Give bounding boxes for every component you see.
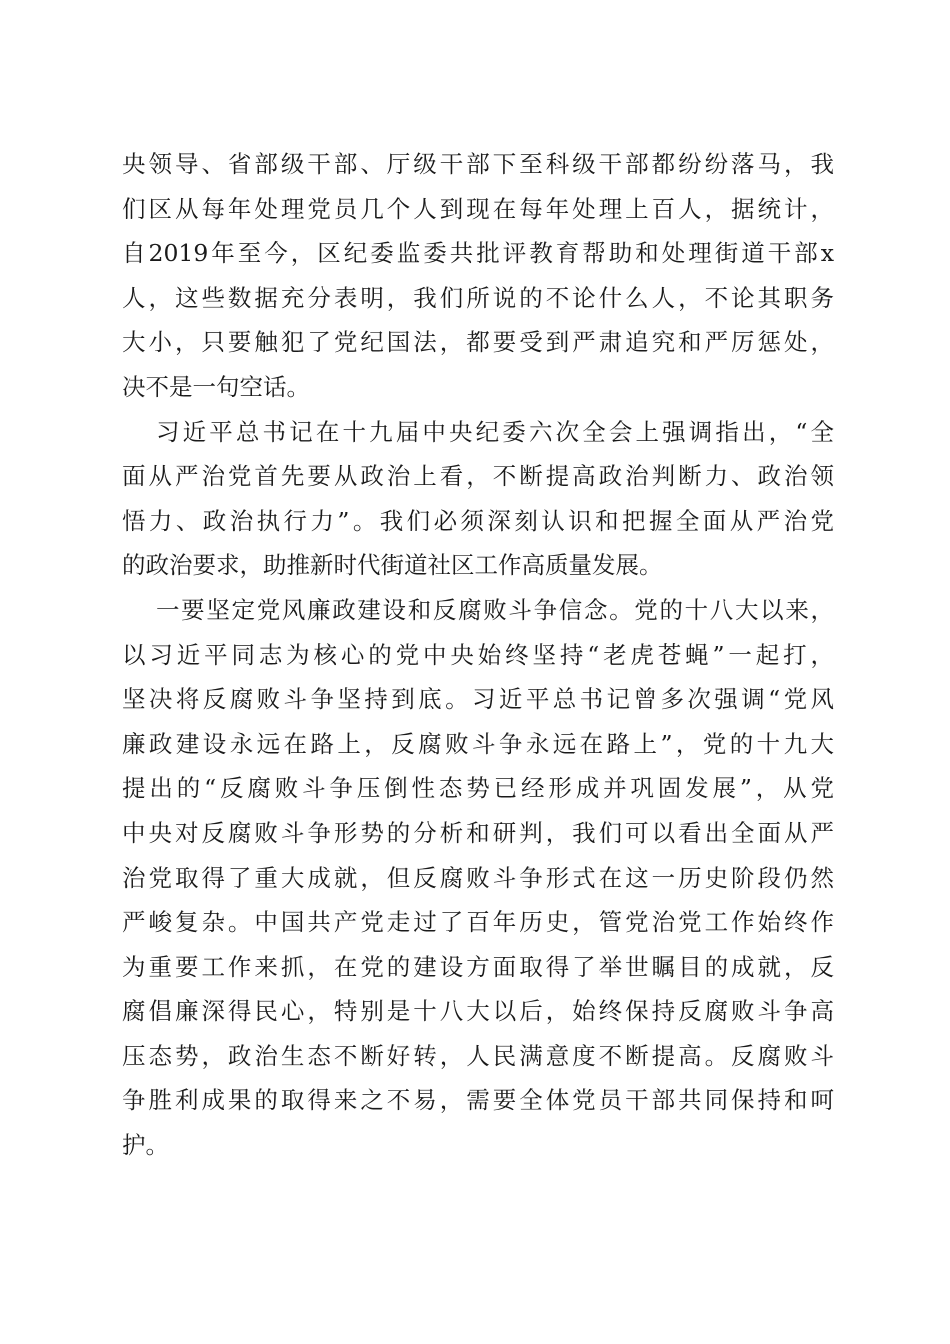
text-line: 压态势，政治生态不断好转，人民满意度不断提高。反腐败斗 [122, 1041, 834, 1070]
text-line: 自2019年至今，区纪委监委共批评教育帮助和处理街道干部x [122, 239, 834, 268]
text-line: 严峻复杂。中国共产党走过了百年历史，管党治党工作始终作 [122, 908, 834, 937]
text-line: 的政治要求，助推新时代街道社区工作高质量发展。 [122, 551, 663, 580]
text-line: 护。 [122, 1131, 169, 1160]
text-line: 悟力、政治执行力”。我们必须深刻认识和把握全面从严治党 [122, 506, 834, 535]
text-line: 腐倡廉深得民心，特别是十八大以后，始终保持反腐败斗争高 [122, 997, 834, 1026]
text-line: 大小，只要触犯了党纪国法，都要受到严肃追究和严厉惩处， [122, 328, 834, 357]
text-line: 央领导、省部级干部、厅级干部下至科级干部都纷纷落马，我 [122, 150, 834, 178]
text-line: 以习近平同志为核心的党中央始终坚持“老虎苍蝇”一起打， [122, 640, 834, 669]
text-line: 中央对反腐败斗争形势的分析和研判，我们可以看出全面从严 [122, 818, 834, 847]
text-line: 廉政建设永远在路上，反腐败斗争永远在路上”，党的十九大 [122, 729, 834, 758]
text-line: 决不是一句空话。 [122, 372, 310, 401]
text-line: 人，这些数据充分表明，我们所说的不论什么人，不论其职务 [122, 283, 834, 312]
paragraph-1 [122, 142, 834, 410]
text-line: 为重要工作来抓，在党的建设方面取得了举世瞩目的成就，反 [122, 952, 834, 981]
document-body [122, 142, 834, 1168]
text-line: 坚决将反腐败斗争坚持到底。习近平总书记曾多次强调“党风 [122, 685, 834, 714]
text-line: 治党取得了重大成就，但反腐败斗争形式在这一历史阶段仍然 [122, 863, 834, 892]
text-line: 习近平总书记在十九届中央纪委六次全会上强调指出，“全 [156, 417, 834, 446]
paragraph-3 [122, 588, 834, 1168]
text-line: 们区从每年处理党员几个人到现在每年处理上百人，据统计， [122, 194, 834, 223]
paragraph-2 [122, 410, 834, 588]
text-line: 面从严治党首先要从政治上看，不断提高政治判断力、政治领 [122, 462, 834, 491]
text-line: 一要坚定党风廉政建设和反腐败斗争信念。党的十八大以来， [156, 595, 834, 624]
text-line: 争胜利成果的取得来之不易，需要全体党员干部共同保持和呵 [122, 1086, 834, 1115]
text-line: 提出的“反腐败斗争压倒性态势已经形成并巩固发展”，从党 [122, 774, 834, 803]
